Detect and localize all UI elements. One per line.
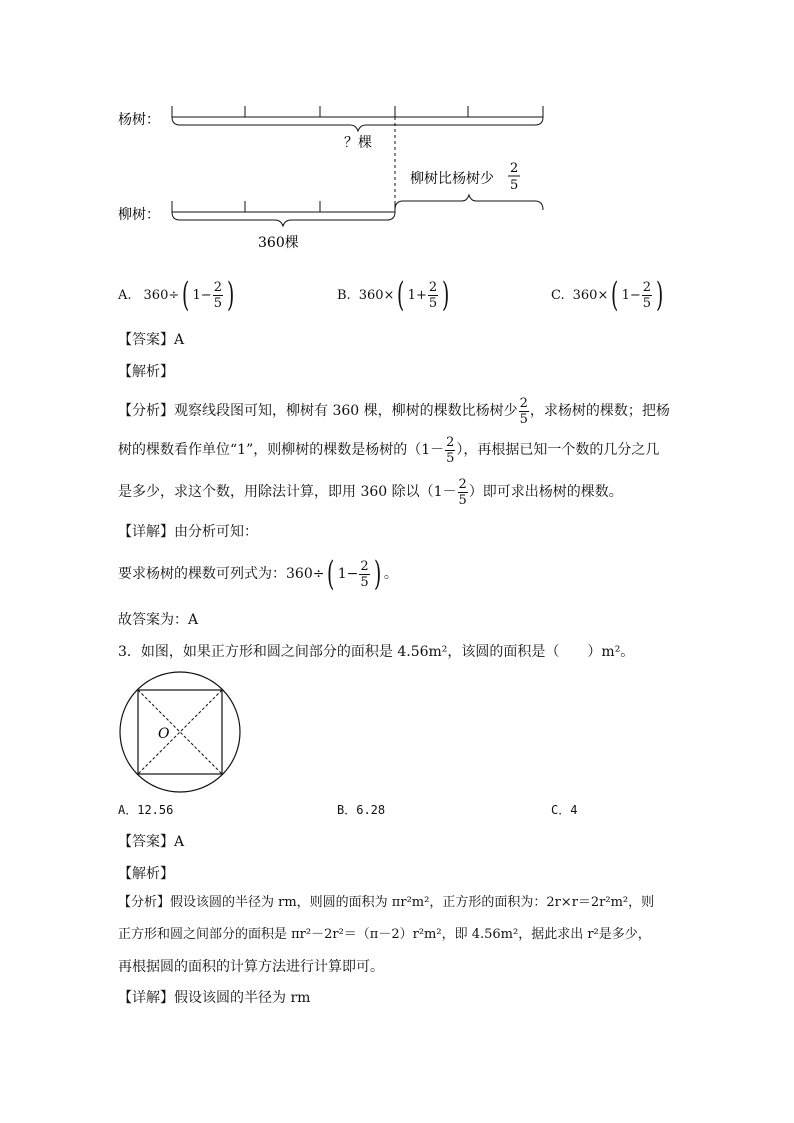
yang-brace [172,117,543,131]
option-c-prefix: 360× [572,287,609,303]
paren-open: ( [182,275,190,315]
q3-option-b: B．6.28 [337,803,386,817]
option-c-one: 1− [621,287,641,303]
q2-detail-expr [118,554,398,594]
q3-stem: 3．如图，如果正方形和圆之间部分的面积是 4.56m²，该圆的面积是（ ）m²。 [118,644,635,660]
paren-close: ) [656,275,664,315]
q2-fenxi-line1 [118,392,670,430]
option-c-label: C. [551,287,565,303]
paren-close: ) [373,554,381,594]
option-b-frac: $\frac{2}{5}$ [428,279,438,311]
option-a [118,276,237,314]
note-den: 5 [510,178,519,193]
fraction: $\frac{2}{5}$ [446,434,455,466]
paren-open: ( [327,554,335,594]
option-c [551,276,666,314]
paren-close: ) [226,275,235,315]
option-b-one: 1+ [407,287,427,303]
option-a-prefix: 360÷ [143,287,180,303]
q3-analysis-label: 【解析】 [118,866,174,882]
note-num: 2 [510,161,519,176]
yang-question: ？棵 [344,135,372,151]
paren-open: ( [611,275,619,315]
fenxi-text: ）即可求出杨树的棵数。 [468,484,623,500]
q2-fenxi-line2 [118,430,659,470]
q3-option-c: C．4 [551,803,578,817]
q2-answer: 【答案】A [118,332,185,348]
detail-text: 。 [383,566,398,582]
option-b-label: B. [337,287,351,303]
option-c-frac: $\frac{2}{5}$ [642,279,652,311]
q3-option-a: A．12.56 [118,803,174,817]
option-a-one: 1− [192,287,212,303]
line-segment-diagram [110,95,570,255]
yang-label: 杨树： [118,112,160,128]
diff-brace [395,195,543,210]
liu-brace [172,212,395,226]
circle-square-figure [118,670,246,798]
q2-fenxi-line3 [118,472,623,512]
q3-fenxi-line1: 【分析】假设该圆的半径为 rm，则圆的面积为 πr²m²，正方形的面积为：2r×r＝2r²m²，则 [118,895,655,910]
option-b-prefix: 360× [358,287,395,303]
fenxi-text: ，求杨树的棵数；把杨 [529,403,670,419]
center-label: O [158,726,170,742]
paren-open: ( [397,275,405,315]
fenxi-text: 【分析】观察线段图可知，柳树有 360 棵，柳树的棵数比杨树少 [118,403,518,419]
fenxi-text: ），再根据已知一个数的几分之几 [456,442,660,458]
q3-detail-label: 【详解】假设该圆的半径为 rm [118,990,311,1006]
fraction: $\frac{2}{5}$ [360,558,369,590]
q2-analysis-label: 【解析】 [118,364,174,380]
paren-close: ) [442,275,450,315]
q2-final: 故答案为：A [118,612,199,628]
q3-fenxi-line2: 正方形和圆之间部分的面积是 πr²－2r²＝（π－2）r²m²，即 4.56m²，据此求出 r²是多少， [118,927,651,942]
fraction: $\frac{2}{5}$ [519,395,528,427]
note-text: 柳树比杨树少 [410,171,494,187]
q2-detail-label: 【详解】由分析可知： [118,524,258,540]
detail-text: 要求杨树的棵数可列式为：360÷ [118,566,325,582]
q3-answer: 【答案】A [118,834,185,850]
fraction: $\frac{2}{5}$ [458,476,467,508]
q3-fenxi-line3: 再根据圆的面积的计算方法进行计算即可。 [118,959,384,975]
option-a-label: A. [118,287,132,303]
fenxi-text: 树的棵数看作单位“1”，则柳树的棵数是杨树的（1－ [118,442,445,458]
fenxi-text: 是多少，求这个数，用除法计算，即用 360 除以（1－ [118,484,457,500]
option-a-frac: $\frac{2}{5}$ [213,279,222,311]
liu-count: 360棵 [258,235,299,251]
liu-label: 柳树： [118,207,160,223]
detail-one: 1− [337,566,359,582]
option-b [337,276,452,314]
